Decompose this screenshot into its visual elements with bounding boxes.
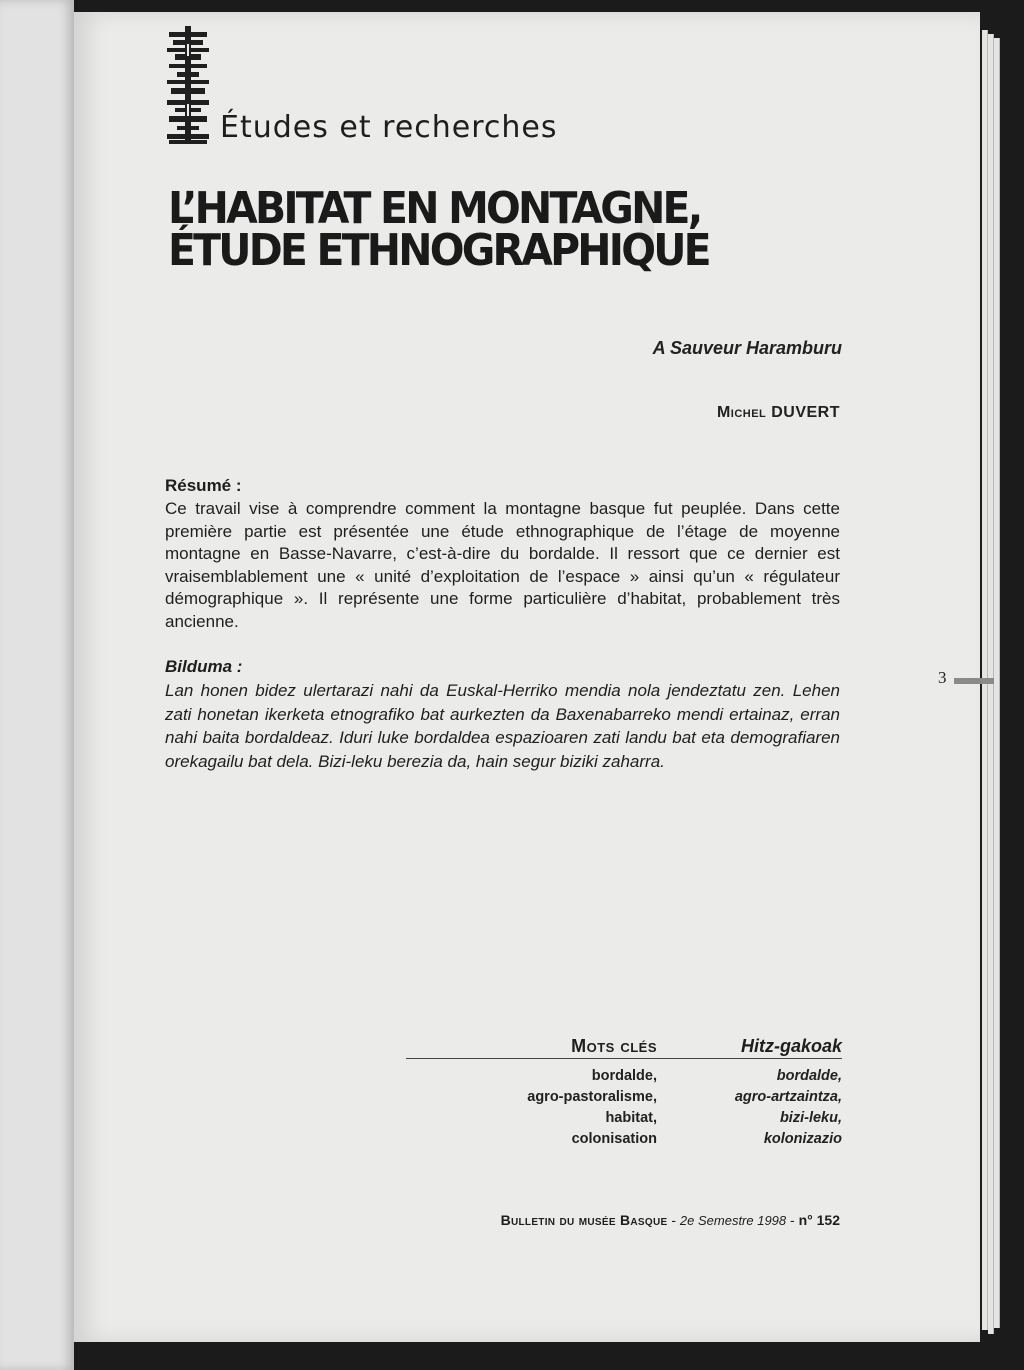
page-footer [501, 1212, 840, 1228]
keyword-item: colonisation [571, 1131, 657, 1147]
article-title-line-1: L’HABITAT EN MONTAGNE, [168, 183, 701, 234]
bilduma-heading: Bilduma : [165, 657, 243, 676]
article-title-line-2: ÉTUDE ETHNOGRAPHIQUE [168, 225, 709, 276]
bilduma-section [165, 657, 840, 773]
keyword-item: agro-artzaintza, [734, 1089, 842, 1105]
footer-semester: 2e Semestre 1998 [679, 1213, 787, 1228]
keyword-item: bordalde, [591, 1068, 657, 1084]
bilduma-text: Lan honen bidez ulertarazi nahi da Euskal-Herriko mendia nola jendeztatu zen. Lehen zati honetan ikerketa etnografiko bat aurkezten da Baxenabarreko mendi ertainaz, erran nahi baita bordaldeaz. Iduri luke bordaldea espazioaren zati landu bat eta demografiaren orekagailu bat dela. Bizi-leku berezia da, hain segur biziki zaharra. [165, 681, 840, 771]
keyword-item: habitat, [605, 1110, 657, 1126]
page-number: 3 [938, 668, 947, 687]
keyword-item: bizi-leku, [779, 1110, 842, 1126]
resume-heading: Résumé : [165, 476, 242, 495]
resume-text: Ce travail vise à comprendre comment la montagne basque fut peuplée. Dans cette première partie est présentée une étude ethnographique de l’étage de moyenne montagne en Basse-Navarre, c’est-à-dire du bordalde. Il ressort que ce dernier est vraisemblablement une « unité d’exploitation de l’espace » ainsi qu’un « régulateur démographique ». Il représente une forme particulière d’habitat, probablement très ancienne. [165, 499, 840, 631]
page-stack-edge [994, 38, 1000, 1328]
keyword-item: kolonizazio [763, 1131, 842, 1147]
resume-section [165, 476, 840, 633]
basque-ornament-icon [165, 24, 211, 146]
keyword-item: agro-pastoralisme, [527, 1089, 657, 1105]
footer-separator: - [786, 1212, 799, 1228]
footer-publication: Bulletin du musée Basque [500, 1212, 668, 1228]
keywords-french [527, 1036, 657, 1150]
footer-issue: n° 152 [798, 1212, 840, 1228]
keywords-basque-heading: Hitz-gakoak [740, 1036, 842, 1056]
section-title: Études et recherches [220, 110, 558, 145]
keywords-french-heading: Mots clés [571, 1036, 657, 1056]
footer-separator: - [667, 1212, 680, 1228]
article-title [168, 183, 745, 276]
keyword-item: bordalde, [776, 1068, 842, 1084]
dedication: A Sauveur Haramburu [652, 338, 842, 358]
author-name: Michel DUVERT [716, 404, 840, 421]
facing-page-edge [0, 0, 74, 1370]
keywords-basque [735, 1036, 842, 1150]
page-thumb-tab [954, 678, 994, 684]
